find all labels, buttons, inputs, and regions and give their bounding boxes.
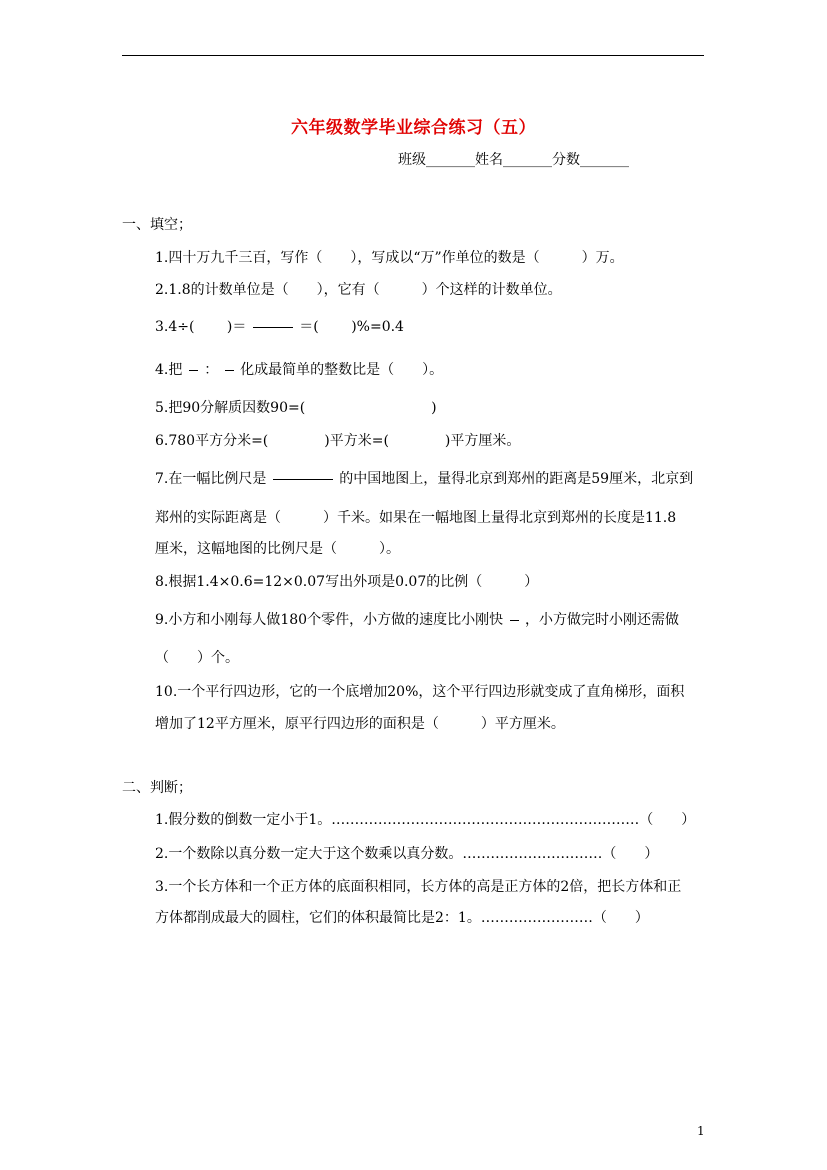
question-1-4-part-b: ：	[204, 362, 219, 378]
question-1-1: 1.四十万九千三百，写作（ ），写成以“万”作单位的数是（ ）万。	[155, 250, 624, 266]
question-1-3-part-b: ＝( )%=0.4	[299, 319, 404, 335]
page-number: 1	[697, 1124, 705, 1138]
question-1-9-line2: （ ）个。	[155, 650, 239, 666]
fraction-blank	[253, 327, 293, 328]
question-1-7-part-a: 7.在一幅比例尺是	[155, 471, 267, 487]
question-1-7-line1	[155, 470, 693, 488]
scale-blank	[273, 479, 333, 480]
question-1-4-part-c: 化成最简单的整数比是（ ）。	[240, 362, 444, 378]
question-1-5: 5.把90分解质因数90=( )	[155, 400, 437, 416]
question-2-1: 1.假分数的倒数一定小于1。…………………………………………………………（ ）	[155, 812, 696, 828]
header-rule	[122, 55, 704, 56]
question-1-8: 8.根据1.4×0.6=12×0.07写出外项是0.07的比例（ ）	[155, 574, 539, 590]
question-1-9-part-a: 9.小方和小刚每人做180个零件，小方做的速度比小刚快	[155, 612, 504, 628]
question-1-3	[155, 318, 404, 336]
question-2-3-line1: 3.一个长方体和一个正方体的底面积相同，长方体的高是正方体的2倍，把长方体和正	[155, 879, 682, 895]
question-1-7-part-b: 的中国地图上，量得北京到郑州的距离是59厘米，北京到	[339, 471, 694, 487]
question-1-9-line1	[155, 611, 679, 629]
question-1-7-line3: 厘米，这幅地图的比例尺是（ ）。	[155, 541, 400, 557]
fraction-blank	[189, 370, 198, 371]
section1-heading: 一、填空；	[122, 217, 192, 233]
question-1-4-part-a: 4.把	[155, 362, 183, 378]
question-1-3-part-a: 3.4÷( )＝	[155, 319, 247, 335]
question-1-2: 2.1.8的计数单位是（ ），它有（ ）个这样的计数单位。	[155, 282, 562, 298]
question-1-10-line1: 10.一个平行四边形，它的一个底增加20%，这个平行四边形就变成了直角梯形，面积	[155, 684, 685, 700]
question-2-3-line2: 方体都削成最大的圆柱，它们的体积最简比是2：1。……………………（ ）	[155, 910, 649, 926]
student-info-line: 班级_______姓名_______分数_______	[398, 152, 629, 168]
question-1-10-line2: 增加了12平方厘米，原平行四边形的面积是（ ）平方厘米。	[155, 716, 565, 732]
question-1-7-line2: 郑州的实际距离是（ ）千米。如果在一幅地图上量得北京到郑州的长度是11.8	[155, 510, 677, 526]
fraction-blank	[225, 370, 234, 371]
question-1-4	[155, 361, 443, 379]
fraction-blank	[510, 620, 519, 621]
section2-heading: 二、判断；	[122, 780, 192, 796]
question-1-6: 6.780平方分米=( )平方米=( )平方厘米。	[155, 433, 521, 449]
worksheet-title: 六年级数学毕业综合练习（五）	[291, 118, 536, 138]
question-1-9-part-b: ，小方做完时小刚还需做	[524, 612, 679, 628]
question-2-2: 2.一个数除以真分数一定大于这个数乘以真分数。…………………………（ ）	[155, 846, 659, 862]
